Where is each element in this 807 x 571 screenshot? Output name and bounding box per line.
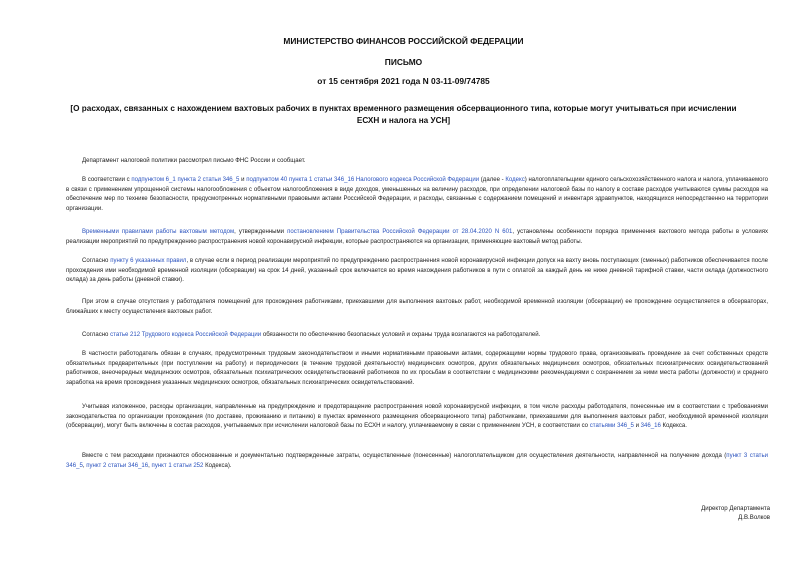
link-paragraph-2-article-346-16[interactable]: пункт 2 статьи 346_16 <box>86 462 149 469</box>
paragraph-7: В частности работодатель обязан в случаях, предусмотренных трудовым законодательством и иными нормативными правовыми актами, содержащими нормы трудового права, организовывать проведение за счет собственных средств обязательных предварительных (при поступлении на работу) и периодических (в течение трудовой деятельности) медицинских осмотров, других обязательных медицинских осмотров, обязательных психиатрических освидетельствований работников, внеочередных медицинских осмотров, обязательных психиатрических освидетельствований работников по их просьбам в соответствии с медицинскими рекомендациями с сохранением за ними места работы (должности) и среднего заработка на время прохождения указанных медицинских осмотров, обязательных психиатрических освидетельствований. <box>66 351 768 386</box>
signature-position: Директор Департамента <box>701 505 770 512</box>
document-title: [О расходах, связанных с нахождением вахтовых рабочих в пунктах временного размещения обсервационного типа, которые могут учитываться при исчислении ЕСХН и налога на УСН] <box>70 104 737 125</box>
link-rules-paragraph-6[interactable]: пункту 6 указанных правил <box>110 258 187 264</box>
link-subparagraph-40[interactable]: подпунктом 40 пункта 1 статьи 346_16 Налогового кодекса Российской Федерации <box>246 177 480 183</box>
link-temporary-rules[interactable]: Временными правилами работы вахтовым методом <box>82 229 235 235</box>
paragraph-5: При этом в случае отсутствия у работодателя помещений для прохождения работниками, приехавшими для выполнения вахтовых работ, необходимой временной изоляции (обсервации) ее прохождение осуществляется в обсерваторах, ближайших к месту осуществления вахтовых работ. <box>66 299 768 315</box>
paragraph-6: Согласно статье 212 Трудового кодекса Российской Федерации обязанности по обеспечению безопасных условий и охраны труда возлагаются на работодателей. <box>82 332 541 338</box>
link-labor-code-article-212[interactable]: статье 212 Трудового кодекса Российской Федерации <box>110 332 262 338</box>
paragraph-9: Вместе с тем расходами признаются обоснованные и документально подтвержденные затраты, осуществленные (понесенные) налогоплательщиком для осуществления деятельности, направленной на получение дохода (пункт 3 статьи 346_5, пункт 2 статьи 346_16, пункт 1 статьи 252 Кодекса). <box>66 453 768 469</box>
signature-name: Д.В.Волков <box>738 514 770 522</box>
link-article-346-5[interactable]: статьями 346_5 <box>589 423 634 430</box>
link-paragraph-1-article-252[interactable]: пункт 1 статьи 252 <box>151 462 204 469</box>
signature-block <box>701 504 770 523</box>
paragraph-8: Учитывая изложенное, расходы организации, направленные на предупреждение и предотвращение распространения новой коронавирусной инфекции, в том числе расходы работодателя, понесенные им в соответствии с требованиями законодательства по организации прохождения (по доставке, проживанию и питанию) в пунктах временного размещения обсервационного типа) работниками, приехавшими для выполнения вахтовых работ, необходимой временной изоляции (обсервации), могут быть включены в состав расходов, учитываемых при исчислении налоговой базы по ЕСХН и налогу, уплачиваемому в связи с применением УСН, в соответствии со статьями 346_5 и 346_16 Кодекса. <box>66 404 768 430</box>
link-government-resolution[interactable]: постановлением Правительства Российской Федерации от 28.04.2020 N 601 <box>287 229 513 235</box>
link-code[interactable]: Кодекс <box>505 177 525 183</box>
paragraph-4: Согласно пункту 6 указанных правил, в случае если в период реализации мероприятий по предупреждению распространения новой коронавирусной инфекции допуск на вахту вновь поступающих (сменных) работников обеспечивается после прохождения ими необходимой временной изоляции (обсервации) на срок 14 дней, указанный срок включается во время нахождения работников в пути с оплатой за каждый день не ниже дневной тарифной ставки, части оклада (должностного оклада) за день работы (дневной ставки). <box>66 258 769 284</box>
link-subparagraph-6-1[interactable]: подпунктом 6_1 пункта 2 статьи 346_5 <box>131 177 240 183</box>
ministry-heading: МИНИСТЕРСТВО ФИНАНСОВ РОССИЙСКОЙ ФЕДЕРАЦИИ <box>283 36 524 46</box>
link-article-346-16[interactable]: 346_16 <box>640 423 661 430</box>
paragraph-1: Департамент налоговой политики рассмотрел письмо ФНС России и сообщает. <box>82 158 306 164</box>
document-type: ПИСЬМО <box>384 57 423 67</box>
paragraph-3: Временными правилами работы вахтовым методом, утвержденными постановлением Правительства Российской Федерации от 28.04.2020 N 601, установлены особенности порядка применения вахтового метода работы в условиях реализации мероприятий по предупреждению распространения новой коронавирусной инфекции, которые распространяются на организации, применяющие вахтовый метод работы. <box>66 229 769 245</box>
paragraph-2: В соответствии с подпунктом 6_1 пункта 2 статьи 346_5 и подпунктом 40 пункта 1 статьи 346_16 Налогового кодекса Российской Федерации (далее - Кодекс) налогоплательщики единого сельскохозяйственного налога и налога, уплачиваемого в связи с применением упрощенной системы налогообложения с объектом налогообложения в виде доходов, уменьшенных на величину расходов, при определении налоговой базы по налогу в составе расходов учитываются суммы расходов на обеспечение мер по технике безопасности, предусмотренных нормативными правовыми актами Российской Федерации, и расходы, связанные с содержанием помещений и инвентаря здравпунктов, находящихся непосредственно на территории организации. <box>66 177 768 212</box>
document-date-number: от 15 сентября 2021 года N 03-11-09/74785 <box>317 76 490 86</box>
link-paragraph-3-article-346-5[interactable]: пункт 3 статьи 346_5 <box>66 453 768 469</box>
